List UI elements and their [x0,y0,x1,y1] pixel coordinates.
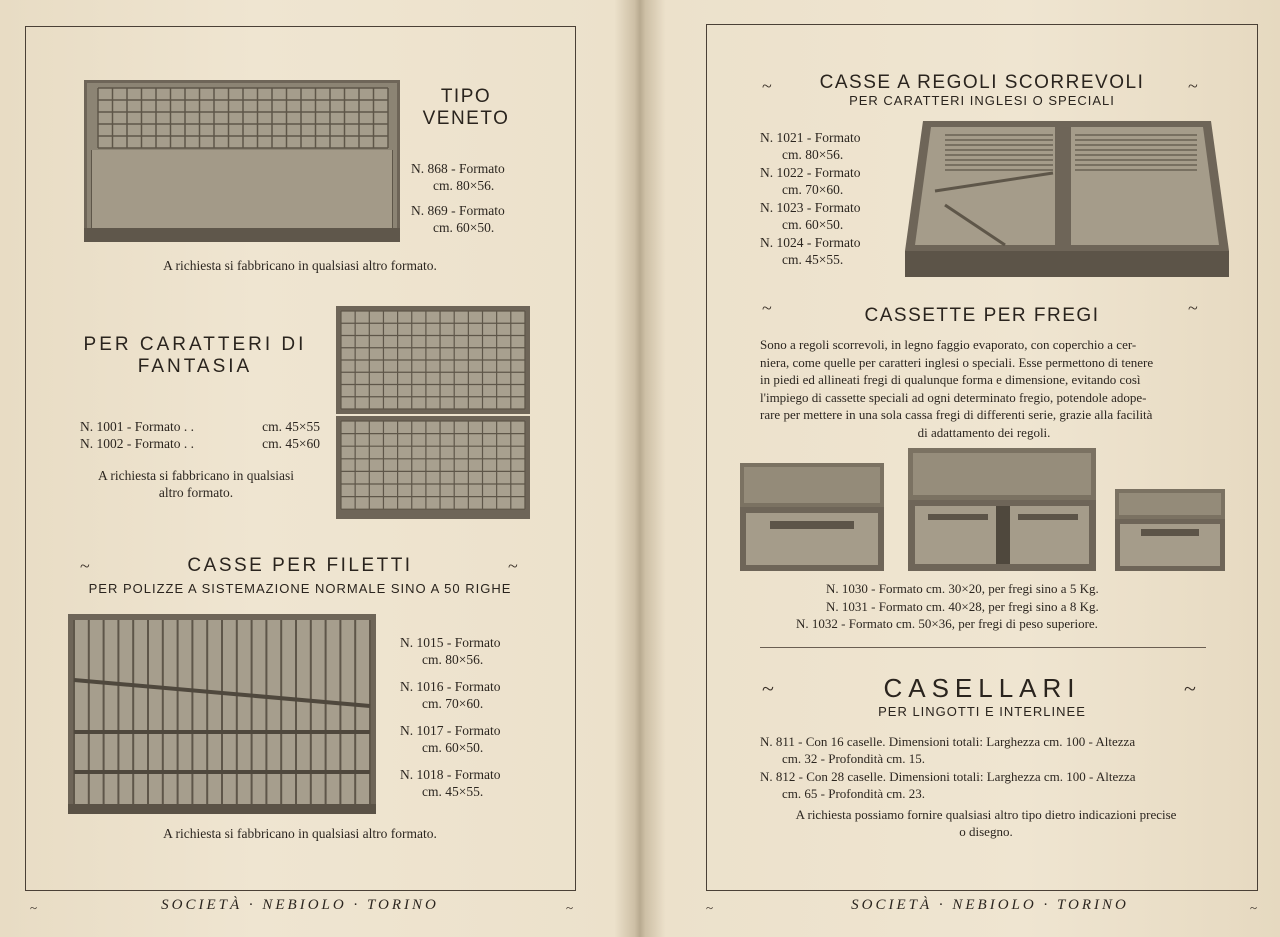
filetti-note: A richiesta si fabbricano in qualsiasi altro formato. [163,826,437,841]
item-line: cm. 32 - Profondità cm. 15. [782,751,925,766]
item-size: cm. 60×50. [433,220,495,235]
item-size: cm. 45×55 [262,419,320,434]
regoli-item [760,164,910,198]
filetti-item [400,634,540,668]
regoli-tilde-right: ~ [1188,76,1198,96]
item-number: N. 1017 - Formato [400,723,501,738]
filetti-tilde-right: ~ [508,556,518,576]
regoli-tilde-left: ~ [762,76,772,96]
item-number: N. 1021 - Formato [760,130,861,145]
item-size: cm. 70×60. [782,182,844,197]
fregi-box-medium-image [908,448,1096,571]
fantasia-note-line2: altro formato. [158,485,234,500]
filetti-subtitle: PER POLIZZE A SISTEMAZIONE NORMALE SINO A 50 RIGHE [88,581,512,596]
item-number: N. 1018 - Formato [400,767,501,782]
fregi-paragraph-line: niera, come quelle per caratteri inglesi o speciali. Esse permettono di tenere [760,354,1154,370]
regoli-tray-image [905,121,1229,277]
fregi-paragraph-line: rare per mettere in una sola cassa fregi di differenti serie, grazie alla facilità [760,407,1153,422]
fregi-paragraph-line: di adattamento dei regoli. [917,424,1051,440]
regoli-title: CASSE A REGOLI SCORREVOLI [819,72,1145,93]
item-size: cm. 80×56. [422,652,484,667]
fantasia-note [76,467,316,501]
casellari-tilde-left: ~ [762,676,774,701]
tipo-veneto-tray-image [84,80,400,242]
tipo-veneto-title-line1: TIPO [440,86,492,107]
fantasia-title-line2: FANTASIA [137,356,253,377]
section-divider [760,647,1206,648]
regoli-subtitle: PER CARATTERI INGLESI O SPECIALI [849,93,1115,108]
fantasia-items [80,418,320,452]
fregi-paragraph-line: Sono a regoli scorrevoli, in legno faggio evaporato, con coperchio a cer- [760,337,1137,352]
fregi-title: CASSETTE PER FREGI [864,305,1100,326]
item-size: cm. 80×56. [433,178,495,193]
filetti-title: CASSE PER FILETTI [187,555,413,576]
fregi-item: N. 1030 - Formato cm. 30×20, per fregi sino a 5 Kg. [826,581,1099,596]
filetti-tilde-left: ~ [80,556,90,576]
item-number: N. 1024 - Formato [760,235,861,250]
fregi-box-small-image [740,463,884,571]
fregi-paragraph-line: in piedi ed allineati fregi di qualunque forma e dimensione, evitando così [760,372,1141,387]
item-size: cm. 80×56. [782,147,844,162]
fregi-paragraph [760,336,1208,441]
filetti-item [400,766,540,800]
item-line: N. 811 - Con 16 caselle. Dimensioni totali: Larghezza cm. 100 - Altezza [760,734,1136,749]
casellari-note-line2: o disegno. [959,824,1013,839]
right-footer: SOCIETÀ · NEBIOLO · TORINO [851,897,1129,913]
fantasia-note-line1: A richiesta si fabbricano in qualsiasi [97,468,295,483]
fregi-item: N. 1031 - Formato cm. 40×28, per fregi sino a 8 Kg. [826,598,1099,614]
item-size: cm. 45×60 [262,436,320,451]
casellari-tilde-right: ~ [1184,676,1196,701]
item-size: cm. 45×55. [782,252,844,267]
tipo-veneto-items [411,160,541,236]
casellari-note [756,806,1216,840]
item-number: N. 869 - Formato [411,203,505,218]
filetti-item [400,722,540,756]
item-number: N. 1015 - Formato [400,635,501,650]
fregi-tilde-right: ~ [1188,298,1198,318]
filetti-tray-image [68,614,376,814]
item-number: N. 1016 - Formato [400,679,501,694]
fregi-items [780,580,1180,633]
item-size: cm. 60×50. [422,740,484,755]
fregi-tilde-left: ~ [762,298,772,318]
fantasia-title-line1: PER CARATTERI DI [83,334,307,355]
item-size: cm. 60×50. [782,217,844,232]
casellari-item [760,733,1212,767]
item-number: N. 1023 - Formato [760,200,861,215]
fantasia-title [70,334,320,378]
fantasia-item [80,435,320,452]
tipo-veneto-item [411,160,541,194]
regoli-items [760,129,910,268]
casellari-subtitle: PER LINGOTTI E INTERLINEE [878,704,1086,719]
item-number: N. 1002 - Formato . . [80,436,194,451]
regoli-item [760,234,910,268]
casellari-items [760,733,1212,802]
tipo-veneto-item [411,202,541,236]
right-corner-mark-2: ~ [1250,900,1258,915]
right-corner-mark-1: ~ [706,900,714,915]
item-number: N. 868 - Formato [411,161,505,176]
tipo-veneto-note: A richiesta si fabbricano in qualsiasi altro formato. [163,258,437,273]
regoli-item [760,199,910,233]
left-corner-mark-1: ~ [30,900,38,915]
item-number: N. 1001 - Formato . . [80,419,194,434]
tipo-veneto-title-line2: VENETO [422,108,510,129]
item-line: cm. 65 - Profondità cm. 23. [782,786,925,801]
left-corner-mark-2: ~ [566,900,574,915]
item-size: cm. 45×55. [422,784,484,799]
left-footer: SOCIETÀ · NEBIOLO · TORINO [161,897,439,913]
fregi-box-large-image [1115,489,1225,571]
regoli-item [760,129,910,163]
casellari-title: CASELLARI [883,673,1081,703]
item-size: cm. 70×60. [422,696,484,711]
filetti-item [400,678,540,712]
casellari-note-line1: A richiesta possiamo fornire qualsiasi altro tipo dietro indicazioni precise [795,807,1177,822]
tipo-veneto-title [420,86,512,130]
fregi-item: N. 1032 - Formato cm. 50×36, per fregi di peso superiore. [796,616,1098,631]
fantasia-item [80,418,320,435]
casellari-item [760,768,1212,802]
filetti-items [400,634,540,800]
fantasia-cases-image [336,306,530,519]
item-number: N. 1022 - Formato [760,165,861,180]
item-line: N. 812 - Con 28 caselle. Dimensioni totali: Larghezza cm. 100 - Altezza [760,769,1136,784]
fregi-paragraph-line: l'impiego di cassette speciali ad ogni determinato fregio, potendole adope- [760,389,1147,405]
